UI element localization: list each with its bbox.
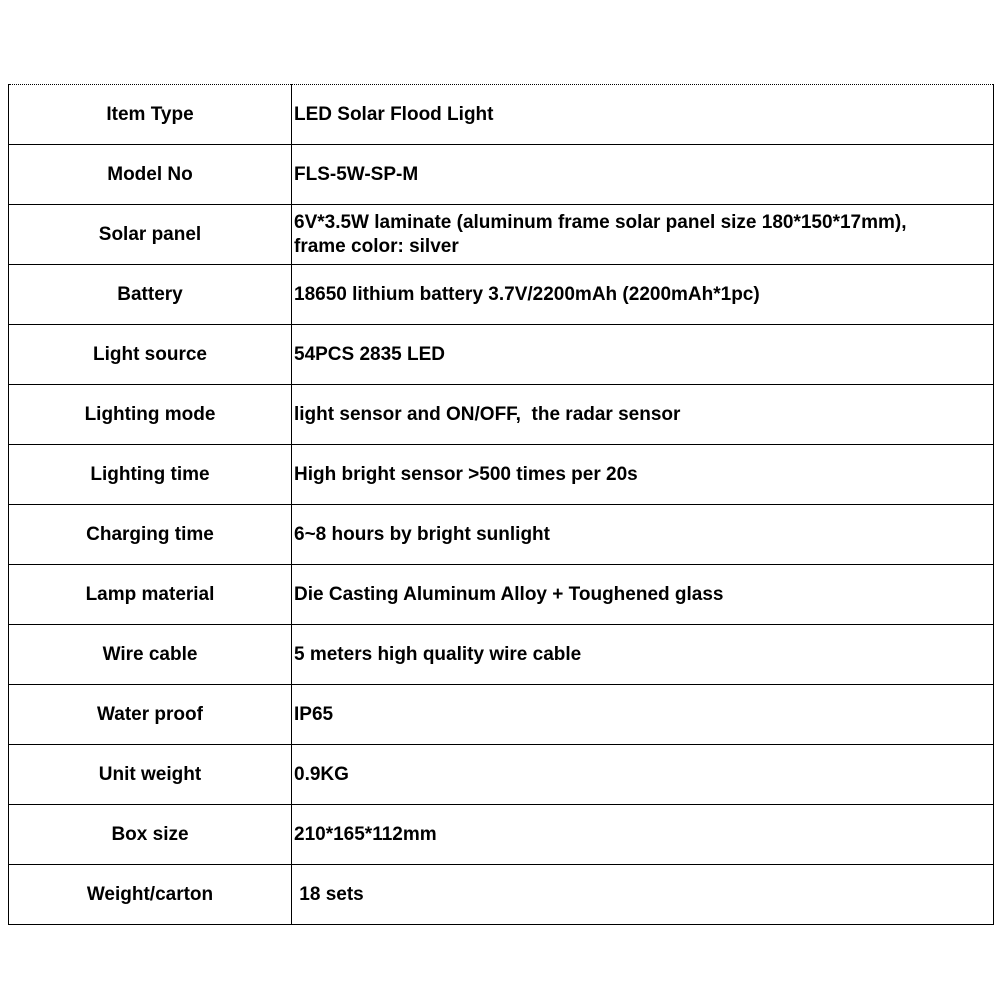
row-value-text: High bright sensor >500 times per 20s	[294, 463, 638, 485]
table-row	[9, 445, 994, 505]
table-row	[9, 505, 994, 565]
row-value-text: 18 sets	[294, 883, 364, 905]
row-value-weight-carton	[292, 865, 994, 925]
row-value-lighting-time	[292, 445, 994, 505]
row-value-text: FLS-5W-SP-M	[294, 163, 419, 185]
table-row	[9, 685, 994, 745]
row-value-text: 5 meters high quality wire cable	[294, 643, 582, 665]
row-value-text: 54PCS 2835 LED	[294, 343, 446, 365]
row-label-battery: Battery	[9, 265, 292, 325]
table-row	[9, 325, 994, 385]
table-row	[9, 145, 994, 205]
row-label-unit-weight: Unit weight	[9, 745, 292, 805]
row-label-model-no: Model No	[9, 145, 292, 205]
row-value-charging-time	[292, 505, 994, 565]
table-row	[9, 205, 994, 265]
spec-table	[8, 84, 994, 925]
table-row	[9, 565, 994, 625]
row-value-text: IP65	[294, 703, 334, 725]
row-label-box-size: Box size	[9, 805, 292, 865]
row-value-text: 6V*3.5W laminate (aluminum frame solar panel size 180*150*17mm), frame color: silver	[294, 211, 907, 257]
row-value-wire-cable	[292, 625, 994, 685]
table-row	[9, 625, 994, 685]
row-value-light-source	[292, 325, 994, 385]
row-value-box-size	[292, 805, 994, 865]
row-value-battery	[292, 265, 994, 325]
table-row	[9, 85, 994, 145]
table-row	[9, 865, 994, 925]
row-value-text: 18650 lithium battery 3.7V/2200mAh (2200mAh*1pc)	[294, 283, 760, 305]
row-value-item-type	[292, 85, 994, 145]
table-row	[9, 385, 994, 445]
row-label-weight-carton: Weight/carton	[9, 865, 292, 925]
row-value-unit-weight	[292, 745, 994, 805]
table-row	[9, 805, 994, 865]
row-label-solar-panel: Solar panel	[9, 205, 292, 265]
row-value-water-proof	[292, 685, 994, 745]
row-label-lighting-time: Lighting time	[9, 445, 292, 505]
row-label-water-proof: Water proof	[9, 685, 292, 745]
row-value-lighting-mode	[292, 385, 994, 445]
row-label-item-type: Item Type	[9, 85, 292, 145]
row-label-light-source: Light source	[9, 325, 292, 385]
row-label-wire-cable: Wire cable	[9, 625, 292, 685]
row-value-text: 6~8 hours by bright sunlight	[294, 523, 550, 545]
row-value-text: Die Casting Aluminum Alloy + Toughened glass	[294, 583, 724, 605]
table-row	[9, 265, 994, 325]
row-value-text: 210*165*112mm	[294, 823, 437, 845]
row-value-text: 0.9KG	[294, 763, 349, 785]
row-value-text: light sensor and ON/OFF, the radar sensor	[294, 403, 681, 425]
table-row	[9, 745, 994, 805]
row-label-lamp-material: Lamp material	[9, 565, 292, 625]
row-value-model-no	[292, 145, 994, 205]
row-label-charging-time: Charging time	[9, 505, 292, 565]
row-label-lighting-mode: Lighting mode	[9, 385, 292, 445]
row-value-text: LED Solar Flood Light	[294, 103, 494, 125]
row-value-lamp-material	[292, 565, 994, 625]
row-value-solar-panel	[292, 205, 994, 265]
